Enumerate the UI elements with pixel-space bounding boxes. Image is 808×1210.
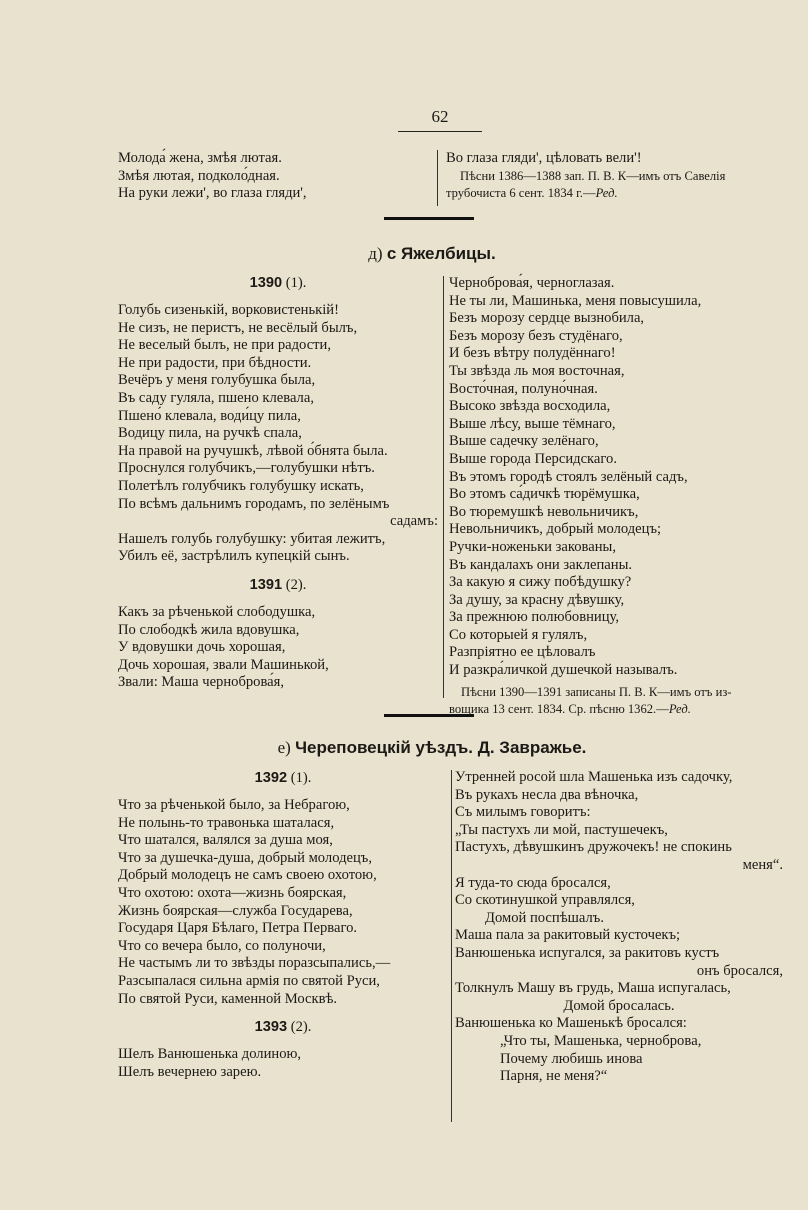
verse-line: Со скотинушкой управлялся, — [455, 892, 635, 909]
verse-line: Высоко звѣзда восходила, — [449, 398, 611, 415]
verse-line: У вдовушки дочь хорошая, — [118, 639, 286, 656]
verse-line: Въ саду гуляла, пшено клевала, — [118, 389, 314, 406]
verse-line-continuation: Домой бросалась. — [563, 997, 675, 1014]
verse-line: Ручки-ноженьки закованы, — [449, 538, 616, 555]
verse-line: И безъ вѣтру полудённаго! — [449, 345, 616, 362]
verse-line: Дочь хорошая, звали Машинькой, — [118, 656, 329, 673]
verse-line: Ванюшенька испугался, за ракитовъ кустъ — [455, 944, 720, 961]
verse-line: Маша пала за ракитовый кусточекъ; — [455, 927, 681, 944]
verse-line: Звали: Маша черноброва́я, — [118, 674, 285, 691]
verse-line: И разкра́личкой душечкой называлъ. — [449, 662, 678, 679]
verse-line: Голубь сизенькій, ворковистенькій! — [118, 302, 339, 318]
verse-line: За какую я сижу побѣдушку? — [449, 574, 632, 591]
verse-line-continuation: меня“. — [742, 856, 783, 873]
verse-line: Выше города Персидскаго. — [449, 450, 617, 467]
verse-line: На руки лежи', во глаза гляди', — [118, 185, 307, 202]
verse-line: Не полынь-то травонька шаталася, — [118, 814, 335, 831]
verse-line: „Ты пастухъ ли мой, пастушечекъ, — [455, 821, 668, 838]
verse-line: Домой поспѣшалъ. — [485, 909, 604, 926]
verse-line-continuation: онъ бросался, — [696, 962, 783, 979]
verse-line: „Что ты, Машенька, чернобровa, — [500, 1032, 702, 1049]
verse-line: Не веселый былъ, не при радости, — [118, 337, 332, 354]
verse-line: Утренней росой шла Машенька изъ садочку, — [455, 769, 733, 785]
top-left-verse — [118, 150, 307, 203]
song-number: 1390 (1). — [249, 275, 307, 291]
verse-line: Почему любишь инова — [500, 1050, 643, 1067]
verse-line: Пшено́ клевала, води́цу пила, — [118, 407, 301, 424]
verse-line: Восто́чная, полуно́чная. — [449, 380, 598, 397]
verse-line: За душу, за красну дѣвушку, — [449, 591, 625, 608]
verse-line: Выше лѣсу, выше тёмнаго, — [449, 415, 616, 432]
page-number-rule — [398, 131, 482, 132]
verse-line: За прежнюю полюбовницу, — [449, 609, 619, 626]
verse-line: Во этомъ са́дичкѣ тюрёмушка, — [449, 486, 640, 503]
verse-line: Въ этомъ городѣ стоялъ зелёный садъ, — [449, 468, 688, 485]
verse-line: Я туда-то сюда бросался, — [455, 874, 611, 891]
verse-line: По слободкѣ жила вдовушка, — [118, 621, 300, 638]
column-divider — [443, 276, 444, 698]
verse-line: По святой Руси, каменной Москвѣ. — [118, 990, 338, 1007]
verse-line: Толкнулъ Машу въ грудь, Маша испугалась, — [455, 980, 731, 997]
verse-line: Черноброва́я, черноглазая. — [449, 275, 615, 291]
page-number: 62 — [431, 107, 449, 126]
editor-note: трубочиста 6 сент. 1834 г.—Ред. — [446, 186, 618, 201]
section-rule — [384, 217, 474, 220]
song-number: 1391 (2). — [249, 576, 307, 593]
verse-line: Во тюремушкѣ невольничикъ, — [449, 503, 639, 520]
verse-line: Въ кандалахъ они заклепаны. — [449, 556, 633, 573]
verse-line: Невольничикъ, добрый молодецъ; — [449, 521, 662, 538]
verse-line: Молода́ жена, змѣя лютая. — [118, 150, 282, 166]
verse-line: Шелъ вечернею зарею. — [118, 1063, 262, 1080]
verse-line: Нашелъ голубь голубушку: убитая лежитъ, — [118, 530, 386, 547]
verse-line: По всѣмъ дальнимъ городамъ, по зелёнымъ — [118, 495, 390, 512]
verse-line: Пастухъ, дѣвушкинъ дружочекъ! не спокинь — [455, 839, 732, 856]
song-number: 1392 (1). — [254, 770, 312, 786]
verse-line: Что за душечка-душа, добрый молодецъ, — [118, 849, 372, 866]
column-divider — [437, 150, 438, 206]
verse-line: Не при радости, при бѣдности. — [118, 354, 312, 371]
section-heading: е) Череповецкій уѣздъ. Д. Завражье. — [277, 738, 587, 757]
song-1390 — [118, 272, 438, 692]
verse-line: Что со вечера было, со полуночи, — [118, 937, 326, 954]
song-1393-continuation — [455, 769, 783, 1086]
verse-line: Какъ за рѣченькой слободушка, — [118, 603, 316, 620]
verse-line: Ты звѣзда ль моя восточная, — [449, 362, 625, 379]
verse-line: Добрый молодецъ не самъ своею охотою, — [118, 867, 377, 884]
verse-line: Проснулся голубчикъ,—голубушки нѣтъ. — [118, 460, 375, 477]
section-rule — [384, 714, 474, 717]
song-number: 1393 (2). — [254, 1019, 312, 1036]
verse-line: Что шатался, валялся за душа моя, — [118, 832, 333, 849]
verse-line: Въ рукахъ несла два вѣночка, — [455, 786, 639, 803]
verse-line: Полетѣлъ голубчикъ голубушку искать, — [118, 477, 364, 494]
verse-line: Во глаза гляди', цѣловать вели'! — [446, 150, 642, 166]
column-divider — [451, 770, 452, 1122]
verse-line: Государя Царя Бѣлаго, Петра Перваго. — [118, 920, 358, 937]
verse-line: Змѣя лютая, подколо́дная. — [118, 167, 280, 184]
top-right-verse — [446, 150, 725, 203]
verse-line: Не сизъ, не перистъ, не весёлый былъ, — [118, 319, 358, 336]
section-heading: д) с Яжелбицы. — [368, 244, 496, 263]
verse-line: Жизнь боярская—служба Государева, — [118, 902, 353, 919]
verse-line: Разсыпалася сильна армія по святой Руси, — [118, 972, 380, 989]
verse-line: Что охотою: охота—жизнь боярская, — [118, 884, 347, 901]
verse-line: Убилъ её, застрѣлилъ купецкій сынъ. — [118, 548, 350, 565]
verse-line: Не частымъ ли то звѣзды поразсыпались,— — [118, 955, 391, 972]
verse-line-continuation: садамъ: — [390, 513, 438, 530]
verse-line: Что за рѣченькой было, за Небрагою, — [118, 797, 350, 813]
editor-note: Пѣсни 1390—1391 записаны П. В. К—имъ отъ из- — [461, 684, 732, 699]
verse-line: Вечёръ у меня голубушка была, — [118, 372, 316, 389]
verse-line: Безъ морозу безъ студёнаго, — [449, 327, 623, 344]
verse-line: Парня, не меня?“ — [500, 1068, 608, 1085]
verse-line: Безъ морозу сердце вызнобила, — [449, 310, 645, 327]
verse-line: Со которыей я гулялъ, — [449, 626, 588, 643]
verse-line: Выше садечку зелёнаго, — [449, 433, 599, 450]
verse-line: На правой на ручушкѣ, лѣвой о́бнята была. — [118, 442, 388, 459]
verse-line: Водицу пила, на ручкѣ спала, — [118, 425, 302, 442]
verse-line: Съ милымъ говоритъ: — [455, 804, 591, 821]
editor-note: вощика 13 сент. 1834. Ср. пѣсню 1362.—Ред. — [449, 702, 691, 717]
verse-line: Не ты ли, Машинька, меня повысушила, — [449, 292, 702, 309]
verse-line: Шелъ Ванюшенька долиною, — [118, 1046, 302, 1063]
song-1392 — [118, 767, 448, 1081]
editor-note: Пѣсни 1386—1388 зап. П. В. К—имъ отъ Савелія — [460, 168, 726, 183]
song-1390-1391-continuation — [449, 275, 731, 719]
verse-line: Ванюшенька ко Машенькѣ бросался: — [455, 1015, 687, 1032]
verse-line: Разпріятно ее цѣловалъ — [449, 644, 596, 661]
